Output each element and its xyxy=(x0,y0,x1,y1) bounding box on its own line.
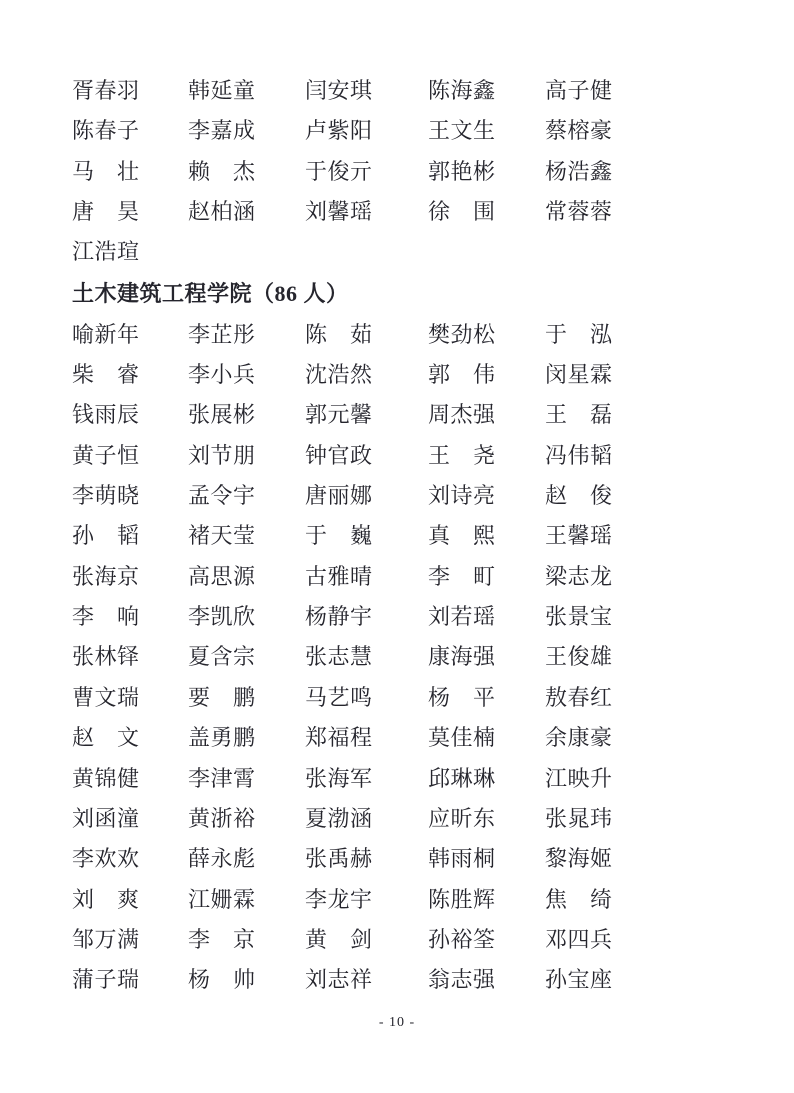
name-cell: 邱琳琳 xyxy=(428,765,496,791)
name-row xyxy=(72,402,722,442)
name-cell: 古雅晴 xyxy=(305,563,373,589)
name-cell: 韩雨桐 xyxy=(428,846,496,872)
section-body xyxy=(72,78,722,280)
name-cell: 常蓉蓉 xyxy=(545,199,613,225)
name-cell: 李小兵 xyxy=(188,362,256,388)
name-row xyxy=(72,322,722,362)
name-cell: 李萌晓 xyxy=(72,483,140,509)
name-cell: 翁志强 xyxy=(428,967,496,993)
name-cell: 杨浩鑫 xyxy=(545,158,613,184)
name-cell: 闫安琪 xyxy=(305,78,373,103)
name-cell: 王 磊 xyxy=(545,402,613,428)
name-cell: 张展彬 xyxy=(188,402,256,428)
name-cell: 李 町 xyxy=(428,563,496,589)
name-cell: 杨静宇 xyxy=(305,604,373,630)
name-row xyxy=(72,239,722,279)
name-row xyxy=(72,927,722,967)
name-cell: 赵柏涵 xyxy=(188,199,256,225)
section-body xyxy=(72,322,722,1008)
name-cell: 李龙宇 xyxy=(305,886,373,912)
name-cell: 陈 茹 xyxy=(305,321,373,347)
name-cell: 郭 伟 xyxy=(428,362,496,388)
name-cell: 薛永彪 xyxy=(188,846,256,872)
name-cell: 蔡榕豪 xyxy=(545,118,613,144)
name-cell: 张林铎 xyxy=(72,644,140,670)
name-row xyxy=(72,685,722,725)
name-cell: 赵 文 xyxy=(72,725,140,751)
name-row xyxy=(72,78,722,118)
name-cell: 张禹赫 xyxy=(305,846,373,872)
name-cell: 刘 爽 xyxy=(72,886,140,912)
name-cell: 徐 围 xyxy=(428,199,496,225)
name-cell: 刘馨瑶 xyxy=(305,199,373,225)
name-cell: 王文生 xyxy=(428,118,496,144)
name-cell: 胥春羽 xyxy=(72,78,140,103)
name-cell: 李 京 xyxy=(188,926,256,952)
name-cell: 李 响 xyxy=(72,604,140,630)
name-cell: 张志慧 xyxy=(305,644,373,670)
name-cell: 高思源 xyxy=(188,563,256,589)
name-cell: 邹万满 xyxy=(72,926,140,952)
name-cell: 王俊雄 xyxy=(545,644,613,670)
name-cell: 曹文瑞 xyxy=(72,684,140,710)
name-cell: 马艺鸣 xyxy=(305,684,373,710)
name-cell: 真 熙 xyxy=(428,523,496,549)
name-row xyxy=(72,159,722,199)
name-cell: 刘诗亮 xyxy=(428,483,496,509)
name-cell: 闵星霖 xyxy=(545,362,613,388)
name-row xyxy=(72,199,722,239)
name-cell: 李欢欢 xyxy=(72,846,140,872)
name-cell: 张景宝 xyxy=(545,604,613,630)
name-cell: 刘若瑶 xyxy=(428,604,496,630)
name-cell: 黄 剑 xyxy=(305,926,373,952)
name-row xyxy=(72,523,722,563)
name-cell: 要 鹏 xyxy=(188,684,256,710)
name-cell: 陈海鑫 xyxy=(428,78,496,103)
name-cell: 盖勇鹏 xyxy=(188,725,256,751)
name-cell: 夏渤涵 xyxy=(305,805,373,831)
name-cell: 孙宝座 xyxy=(545,967,613,993)
name-cell: 莫佳楠 xyxy=(428,725,496,751)
name-cell: 钟官政 xyxy=(305,442,373,468)
name-row xyxy=(72,483,722,523)
name-cell: 赖 杰 xyxy=(188,158,256,184)
name-cell: 于 巍 xyxy=(305,523,373,549)
name-cell: 陈春子 xyxy=(72,118,140,144)
name-cell: 黄浙裕 xyxy=(188,805,256,831)
name-row xyxy=(72,604,722,644)
name-cell: 韩延童 xyxy=(188,78,256,103)
name-cell: 郭艳彬 xyxy=(428,158,496,184)
name-cell: 江映升 xyxy=(545,765,613,791)
name-cell: 于俊亓 xyxy=(305,158,373,184)
name-cell: 周杰强 xyxy=(428,402,496,428)
name-row xyxy=(72,766,722,806)
name-cell: 王馨瑶 xyxy=(545,523,613,549)
name-cell: 褚天莹 xyxy=(188,523,256,549)
name-cell: 王 尧 xyxy=(428,442,496,468)
page-number: - 10 - xyxy=(378,1015,416,1030)
name-row xyxy=(72,846,722,886)
name-row xyxy=(72,118,722,158)
name-cell: 高子健 xyxy=(545,78,613,103)
name-cell: 邓四兵 xyxy=(545,926,613,952)
name-cell: 黄锦健 xyxy=(72,765,140,791)
name-cell: 喻新年 xyxy=(72,321,140,347)
name-cell: 刘函潼 xyxy=(72,805,140,831)
name-row xyxy=(72,564,722,604)
name-cell: 张海军 xyxy=(305,765,373,791)
name-cell: 江浩瑄 xyxy=(72,239,140,265)
name-cell: 赵 俊 xyxy=(545,483,613,509)
name-row xyxy=(72,806,722,846)
name-cell: 郭元馨 xyxy=(305,402,373,428)
name-cell: 刘节朋 xyxy=(188,442,256,468)
name-cell: 黄子恒 xyxy=(72,442,140,468)
name-cell: 唐 昊 xyxy=(72,199,140,225)
name-cell: 康海强 xyxy=(428,644,496,670)
name-cell: 郑福程 xyxy=(305,725,373,751)
name-cell: 应昕东 xyxy=(428,805,496,831)
name-cell: 黎海姬 xyxy=(545,846,613,872)
name-cell: 卢紫阳 xyxy=(305,118,373,144)
name-cell: 李嘉成 xyxy=(188,118,256,144)
name-cell: 杨 帅 xyxy=(188,967,256,993)
name-cell: 于 泓 xyxy=(545,321,613,347)
name-cell: 钱雨辰 xyxy=(72,402,140,428)
name-cell: 李津霄 xyxy=(188,765,256,791)
name-cell: 冯伟韬 xyxy=(545,442,613,468)
name-cell: 李芷彤 xyxy=(188,321,256,347)
name-cell: 樊劲松 xyxy=(428,321,496,347)
name-cell: 敖春红 xyxy=(545,684,613,710)
name-cell: 焦 绮 xyxy=(545,886,613,912)
name-row xyxy=(72,887,722,927)
name-row xyxy=(72,362,722,402)
name-row xyxy=(72,644,722,684)
name-cell: 马 壮 xyxy=(72,158,140,184)
section-heading: 土木建筑工程学院（86 人） xyxy=(72,280,349,306)
name-cell: 柴 睿 xyxy=(72,362,140,388)
name-row xyxy=(72,443,722,483)
name-roster xyxy=(72,78,722,1008)
name-cell: 唐丽娜 xyxy=(305,483,373,509)
name-cell: 孙裕筌 xyxy=(428,926,496,952)
name-row xyxy=(72,967,722,1007)
name-cell: 刘志祥 xyxy=(305,967,373,993)
name-cell: 孙 韬 xyxy=(72,523,140,549)
name-cell: 李凯欣 xyxy=(188,604,256,630)
name-cell: 沈浩然 xyxy=(305,362,373,388)
name-row xyxy=(72,725,722,765)
name-cell: 孟令宇 xyxy=(188,483,256,509)
name-cell: 梁志龙 xyxy=(545,563,613,589)
name-cell: 夏含宗 xyxy=(188,644,256,670)
name-cell: 蒲子瑞 xyxy=(72,967,140,993)
name-cell: 杨 平 xyxy=(428,684,496,710)
name-cell: 张海京 xyxy=(72,563,140,589)
name-cell: 张晁玮 xyxy=(545,805,613,831)
name-cell: 陈胜辉 xyxy=(428,886,496,912)
name-cell: 江姗霖 xyxy=(188,886,256,912)
name-cell: 余康豪 xyxy=(545,725,613,751)
